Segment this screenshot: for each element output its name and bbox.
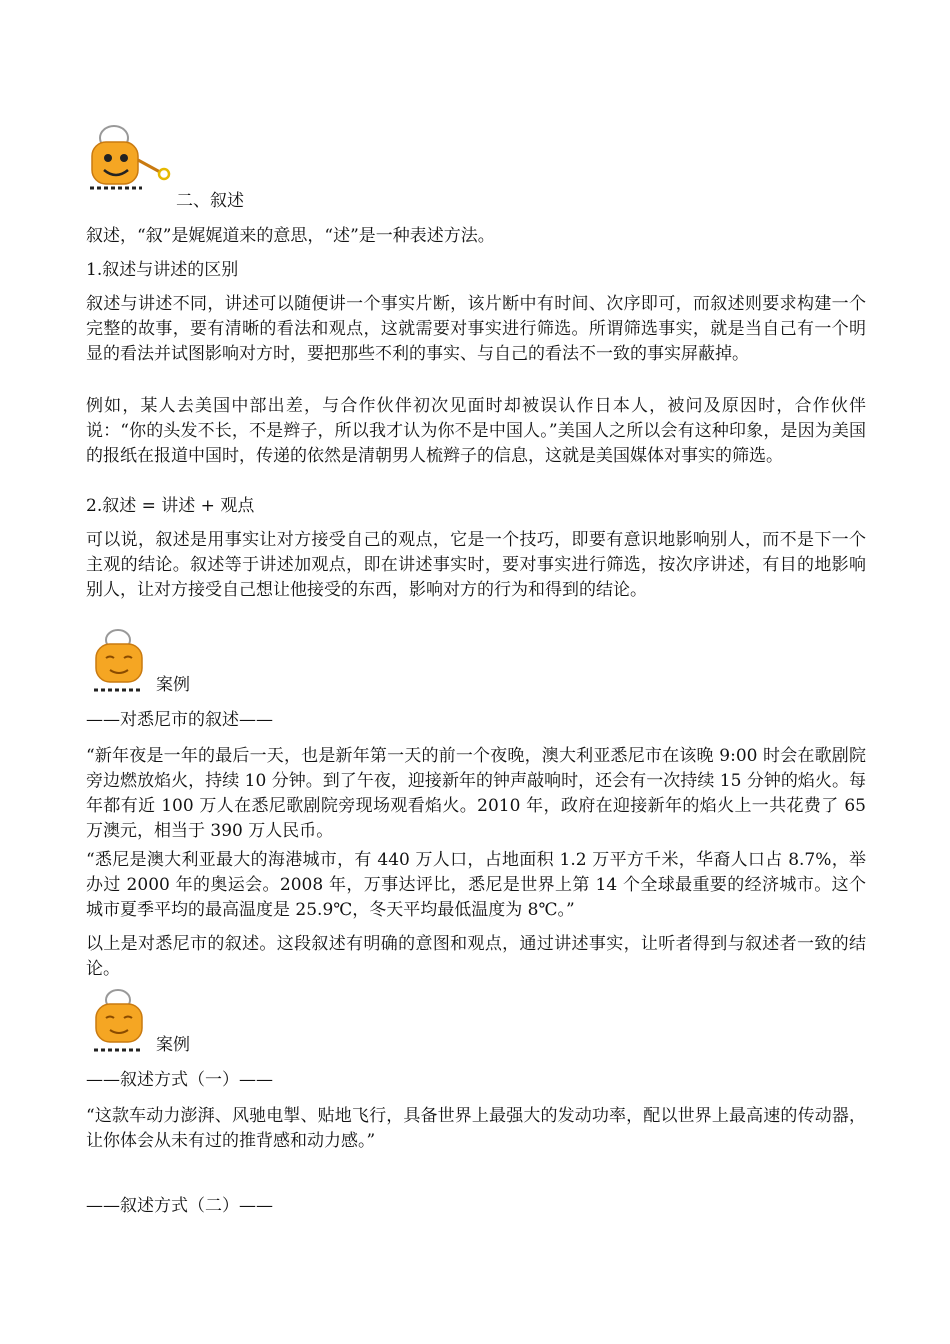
case-subtitle: ——叙述方式（一）—— [86, 1070, 273, 1090]
paragraph: 可以说，叙述是用事实让对方接受自己的观点，它是一个技巧，即要有意识地影响别人，而不是下一个主观的结论。叙述等于讲述加观点，即在讲述事实时，要对事实进行筛选，按次序讲述，有目的地影响别人，让对方接受自己想让他接受的东西，影响对方的行为和得到的结论。 [86, 530, 866, 600]
paragraph: “新年夜是一年的最后一天，也是新年第一天的前一个夜晚，澳大利亚悉尼市在该晚 9:00 时会在歌剧院旁边燃放焰火，持续 10 分钟。到了午夜，迎接新年的钟声敲响时，还会有一次持续 15 分钟的焰火。每年都有近 100 万人在悉尼歌剧院旁现场观看焰火。2010 年，政府在迎接新年的焰火上一共花费了 65 万澳元，相当于 390 万人民币。 [86, 746, 866, 841]
mascot-key-icon [84, 124, 176, 196]
paragraph: 以上是对悉尼市的叙述。这段叙述有明确的意图和观点，通过讲述事实，让听者得到与叙述者一致的结论。 [86, 934, 866, 979]
subsection-title-1: 1.叙述与讲述的区别 [86, 260, 239, 280]
paragraph: “悉尼是澳大利亚最大的海港城市，有 440 万人口，占地面积 1.2 万平方千米，华裔人口占 8.7%，举办过 2000 年的奥运会。2008 年，万事达评比，悉尼是世界上第 14 个全球最重要的经济城市。这个城市夏季平均的最高温度是 25.9℃，冬天平均最低温度为 8℃。” [86, 850, 866, 920]
case-label: 案例 [156, 675, 190, 695]
paragraph: “这款车动力澎湃、风驰电掣、贴地飞行，具备世界上最强大的发动功率，配以世界上最高速的传动器，让你体会从未有过的推背感和动力感。” [86, 1106, 866, 1151]
paragraph: 叙述与讲述不同，讲述可以随便讲一个事实片断，该片断中有时间、次序即可，而叙述则要求构建一个完整的故事，要有清晰的看法和观点，这就需要对事实进行筛选。所谓筛选事实，就是当自己有一个明显的看法并试图影响对方时，要把那些不利的事实、与自己的看法不一致的事实屏蔽掉。 [86, 294, 866, 364]
case-label: 案例 [156, 1035, 190, 1055]
paragraph: 例如，某人去美国中部出差，与合作伙伴初次见面时却被误认作日本人，被问及原因时，合作伙伴说：“你的头发不长，不是辫子，所以我才认为你不是中国人。”美国人之所以会有这种印象，是因为美国的报纸在报道中国时，传递的依然是清朝男人梳辫子的信息，这就是美国媒体对事实的筛选。 [86, 396, 866, 466]
section-intro: 叙述，“叙”是娓娓道来的意思，“述”是一种表述方法。 [86, 226, 495, 246]
subsection-title-2: 2.叙述 = 讲述 + 观点 [86, 496, 255, 516]
section-heading: 二、叙述 [176, 191, 244, 211]
mascot-case-icon [90, 988, 154, 1054]
mascot-case-icon [90, 628, 154, 694]
case-subtitle: ——叙述方式（二）—— [86, 1196, 273, 1216]
case-subtitle: ——对悉尼市的叙述—— [86, 710, 273, 730]
